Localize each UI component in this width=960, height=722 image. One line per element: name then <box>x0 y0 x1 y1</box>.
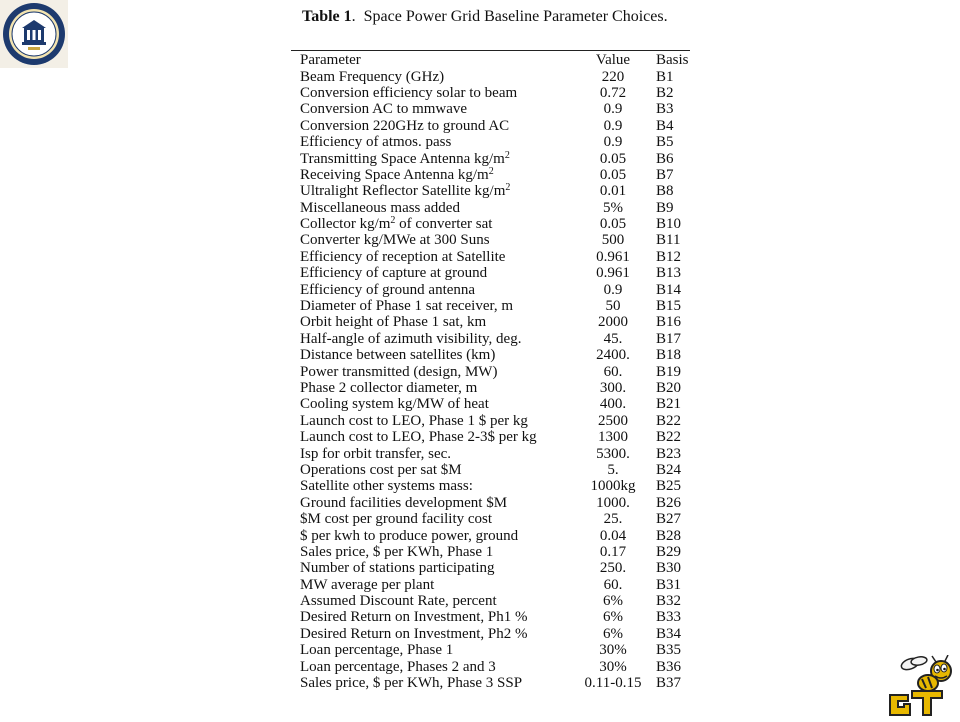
table-row <box>300 577 690 593</box>
parameter-text: Transmitting Space Antenna kg/m <box>300 150 505 167</box>
parameter-text: $ per kwh to produce power, ground <box>300 527 519 544</box>
value-cell: 5% <box>603 199 623 216</box>
table-row <box>300 609 690 625</box>
basis-cell: B8 <box>656 183 674 200</box>
parameter-text: Half-angle of azimuth visibility, deg. <box>300 330 522 347</box>
basis-cell: B31 <box>656 576 682 593</box>
parameter-cell <box>300 380 570 396</box>
value-cell: 0.05 <box>599 216 627 233</box>
basis-cell: B35 <box>656 642 682 659</box>
parameter-cell <box>300 658 570 674</box>
table-row <box>300 232 690 248</box>
parameter-text: Number of stations participating <box>300 560 495 577</box>
parameter-text: MW average per plant <box>300 576 435 593</box>
parameter-text: Conversion efficiency solar to beam <box>300 84 518 101</box>
unit-superscript: 2 <box>504 149 510 161</box>
basis-cell: B16 <box>656 314 682 331</box>
value-cell: 0.9 <box>603 281 623 298</box>
value-cell: 300. <box>599 380 627 396</box>
gt-yellow-jacket-logo-icon <box>886 655 958 717</box>
parameter-text: Loan percentage, Phase 1 <box>300 642 454 659</box>
parameter-text: Conversion 220GHz to ground AC <box>300 117 510 134</box>
value-cell: 6% <box>603 625 623 642</box>
parameter-cell <box>300 413 570 429</box>
parameter-text: Receiving Space Antenna kg/m <box>300 166 489 183</box>
value-cell: 2400. <box>596 347 630 364</box>
parameter-cell <box>300 445 570 461</box>
table-row <box>300 511 690 527</box>
table-row <box>300 200 690 216</box>
table-row <box>300 85 690 101</box>
parameter-cell <box>300 495 570 511</box>
value-cell: 5. <box>607 461 619 478</box>
value-cell: 0.01 <box>599 183 627 200</box>
parameter-cell <box>300 85 570 101</box>
parameter-cell <box>300 462 570 478</box>
value-cell: 0.17 <box>599 543 627 560</box>
value-cell: 30% <box>599 642 627 659</box>
basis-cell: B21 <box>656 396 682 413</box>
parameter-cell <box>300 577 570 593</box>
basis-cell: B26 <box>656 494 682 511</box>
value-cell: 2500 <box>598 412 628 429</box>
table-row <box>300 396 690 412</box>
header-basis: Basis <box>656 52 689 69</box>
basis-cell: B12 <box>656 248 682 265</box>
basis-cell: B30 <box>656 560 682 577</box>
value-cell: 500 <box>601 232 625 249</box>
parameter-cell <box>300 331 570 347</box>
parameter-text: Orbit height of Phase 1 sat, km <box>300 314 487 331</box>
table-caption-text: Space Power Grid Baseline Parameter Choices. <box>363 8 668 25</box>
table-row <box>300 413 690 429</box>
basis-cell: B28 <box>656 527 682 544</box>
basis-cell: B29 <box>656 543 682 560</box>
parameter-cell <box>300 216 570 232</box>
basis-cell: B2 <box>656 84 674 101</box>
basis-cell: B22 <box>656 429 682 446</box>
unit-superscript: 2 <box>505 182 511 194</box>
table-row <box>300 478 690 494</box>
parameter-cell <box>300 298 570 314</box>
value-cell: 0.04 <box>599 527 627 544</box>
value-cell: 400. <box>599 396 627 413</box>
parameter-text: Conversion AC to mmwave <box>300 101 468 118</box>
parameter-text: Efficiency of capture at ground <box>300 265 488 282</box>
parameter-cell <box>300 134 570 150</box>
parameter-cell <box>300 429 570 445</box>
parameter-cell <box>300 68 570 84</box>
table-row <box>300 347 690 363</box>
parameter-cell <box>300 609 570 625</box>
basis-cell: B23 <box>656 445 682 462</box>
table-header-row <box>300 52 690 68</box>
parameter-text: Launch cost to LEO, Phase 1 $ per kg <box>300 412 528 429</box>
parameter-text: Cooling system kg/MW of heat <box>300 396 489 413</box>
table-row <box>300 593 690 609</box>
header-parameter: Parameter <box>300 52 361 69</box>
parameter-text: Efficiency of ground antenna <box>300 281 476 298</box>
basis-cell: B4 <box>656 117 674 134</box>
table-row <box>300 216 690 232</box>
parameter-table <box>300 52 690 691</box>
value-cell: 220 <box>601 68 625 85</box>
parameter-cell <box>300 544 570 560</box>
basis-cell: B14 <box>656 281 682 298</box>
value-cell: 0.961 <box>596 265 630 282</box>
basis-cell: B19 <box>656 363 682 380</box>
table-row <box>300 298 690 314</box>
table-caption <box>302 8 668 26</box>
basis-cell: B10 <box>656 216 682 233</box>
parameter-text: Ground facilities development $M <box>300 494 508 511</box>
value-cell: 6% <box>603 593 623 610</box>
table-caption-label: Table 1 <box>302 8 352 25</box>
value-cell: 5300. <box>596 445 630 462</box>
parameter-cell <box>300 363 570 379</box>
table-row <box>300 658 690 674</box>
table-row <box>300 314 690 330</box>
value-cell: 45. <box>603 330 623 347</box>
table-row <box>300 462 690 478</box>
unit-superscript: 2 <box>390 215 396 227</box>
table-row <box>300 150 690 166</box>
parameter-text: Assumed Discount Rate, percent <box>300 593 497 610</box>
parameter-text: Operations cost per sat $M <box>300 461 462 478</box>
value-cell: 0.9 <box>603 117 623 134</box>
value-cell: 0.9 <box>603 101 623 118</box>
parameter-cell <box>300 347 570 363</box>
table-row <box>300 445 690 461</box>
basis-cell: B9 <box>656 199 674 216</box>
parameter-cell <box>300 314 570 330</box>
parameter-cell <box>300 626 570 642</box>
table-row <box>300 281 690 297</box>
parameter-cell <box>300 167 570 183</box>
parameter-text: Collector kg/m <box>300 216 391 233</box>
parameter-text: Satellite other systems mass: <box>300 478 473 495</box>
basis-cell: B13 <box>656 265 682 282</box>
parameter-text: Desired Return on Investment, Ph1 % <box>300 609 528 626</box>
parameter-cell <box>300 249 570 265</box>
table-row <box>300 380 690 396</box>
value-cell: 60. <box>603 576 623 593</box>
parameter-cell <box>300 396 570 412</box>
parameter-text: Desired Return on Investment, Ph2 % <box>300 625 528 642</box>
basis-cell: B20 <box>656 380 682 396</box>
value-cell: 0.05 <box>599 166 627 183</box>
value-cell: 60. <box>603 363 623 380</box>
header-value: Value <box>595 52 631 69</box>
basis-cell: B32 <box>656 593 682 610</box>
table-row <box>300 68 690 84</box>
parameter-cell <box>300 478 570 494</box>
parameter-text: Sales price, $ per KWh, Phase 1 <box>300 543 494 560</box>
value-cell: 2000 <box>598 314 628 331</box>
value-cell: 1300 <box>598 429 628 446</box>
value-cell: 30% <box>599 658 627 675</box>
parameter-text: Phase 2 collector diameter, m <box>300 380 478 396</box>
parameter-cell <box>300 101 570 117</box>
basis-cell: B37 <box>656 675 682 692</box>
basis-cell: B33 <box>656 609 682 626</box>
parameter-cell <box>300 183 570 199</box>
basis-cell: B27 <box>656 511 682 528</box>
value-cell: 25. <box>603 511 623 528</box>
table-row <box>300 626 690 642</box>
basis-cell: B34 <box>656 625 682 642</box>
parameter-cell <box>300 232 570 248</box>
table-row <box>300 544 690 560</box>
parameter-cell <box>300 527 570 543</box>
table-row <box>300 429 690 445</box>
value-cell: 1000kg <box>590 478 636 495</box>
table-row <box>300 249 690 265</box>
basis-cell: B1 <box>656 68 674 85</box>
basis-cell: B24 <box>656 461 682 478</box>
parameter-text: Converter kg/MWe at 300 Suns <box>300 232 490 249</box>
parameter-text: Loan percentage, Phases 2 and 3 <box>300 658 496 675</box>
table-row <box>300 363 690 379</box>
table-row <box>300 527 690 543</box>
basis-cell: B17 <box>656 330 682 347</box>
basis-cell: B7 <box>656 166 674 183</box>
parameter-text: Launch cost to LEO, Phase 2-3$ per kg <box>300 429 537 446</box>
table-row <box>300 560 690 576</box>
value-cell: 0.961 <box>596 248 630 265</box>
parameter-cell <box>300 150 570 166</box>
caption-period: . <box>351 8 356 25</box>
value-cell: 1000. <box>596 494 630 511</box>
basis-cell: B5 <box>656 134 674 151</box>
value-cell: 0.05 <box>599 150 627 167</box>
parameter-text: Sales price, $ per KWh, Phase 3 SSP <box>300 675 523 692</box>
parameter-text: Efficiency of reception at Satellite <box>300 248 506 265</box>
table-row <box>300 167 690 183</box>
basis-cell: B25 <box>656 478 682 495</box>
parameter-cell <box>300 560 570 576</box>
parameter-text: Ultralight Reflector Satellite kg/m <box>300 183 506 200</box>
basis-cell: B36 <box>656 658 682 675</box>
university-seal-icon <box>0 0 68 68</box>
parameter-cell <box>300 118 570 134</box>
basis-cell: B18 <box>656 347 682 364</box>
table-top-rule <box>291 50 690 51</box>
table-row <box>300 101 690 117</box>
value-cell: 50 <box>605 298 621 315</box>
value-cell: 0.9 <box>603 134 623 151</box>
parameter-cell <box>300 593 570 609</box>
basis-cell: B11 <box>656 232 681 249</box>
parameter-text: Efficiency of atmos. pass <box>300 134 452 151</box>
parameter-text: Diameter of Phase 1 sat receiver, m <box>300 298 514 315</box>
table-row <box>300 265 690 281</box>
table-row <box>300 118 690 134</box>
basis-cell: B6 <box>656 150 674 167</box>
table-row <box>300 495 690 511</box>
parameter-cell <box>300 281 570 297</box>
table-body <box>300 68 690 691</box>
parameter-text: Isp for orbit transfer, sec. <box>300 445 452 462</box>
value-cell: 0.72 <box>599 84 627 101</box>
basis-cell: B22 <box>656 412 682 429</box>
parameter-text-tail: of converter sat <box>395 216 493 233</box>
unit-superscript: 2 <box>488 165 494 177</box>
table-row <box>300 675 690 691</box>
basis-cell: B15 <box>656 298 682 315</box>
parameter-text: Beam Frequency (GHz) <box>300 68 445 85</box>
value-cell: 250. <box>599 560 627 577</box>
table-row <box>300 183 690 199</box>
table-row <box>300 642 690 658</box>
table-row <box>300 331 690 347</box>
parameter-cell <box>300 200 570 216</box>
parameter-cell <box>300 675 570 691</box>
value-cell: 6% <box>603 609 623 626</box>
basis-cell: B3 <box>656 101 674 118</box>
parameter-text: Distance between satellites (km) <box>300 347 496 364</box>
parameter-cell <box>300 642 570 658</box>
parameter-text: Power transmitted (design, MW) <box>300 363 498 380</box>
parameter-text: $M cost per ground facility cost <box>300 511 493 528</box>
value-cell: 0.11-0.15 <box>584 675 642 692</box>
parameter-cell <box>300 511 570 527</box>
parameter-cell <box>300 265 570 281</box>
table-row <box>300 134 690 150</box>
parameter-text: Miscellaneous mass added <box>300 199 460 216</box>
